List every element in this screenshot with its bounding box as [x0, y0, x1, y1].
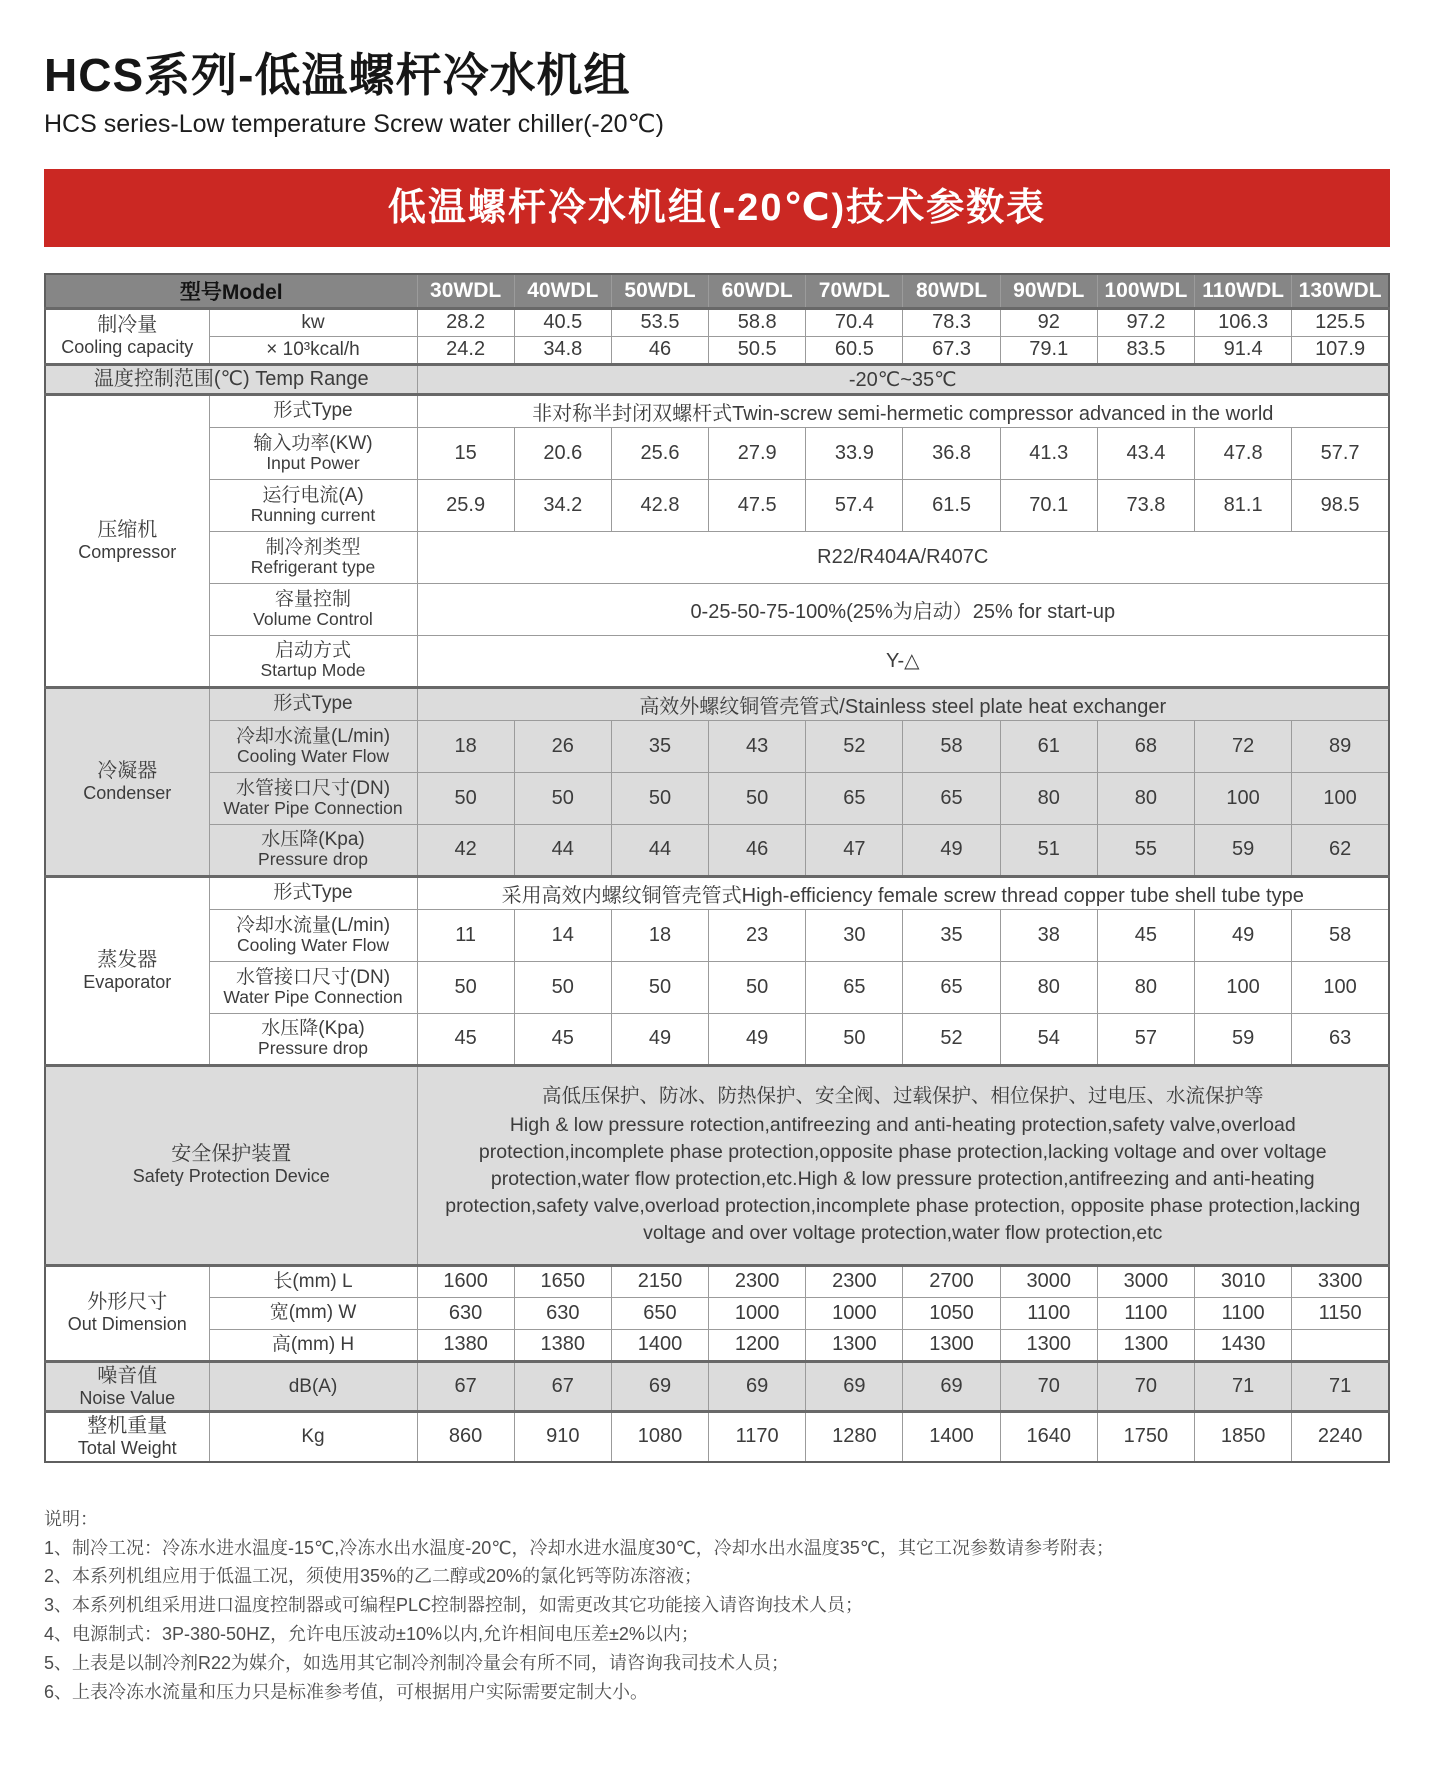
row-label-compressor-3 — [209, 531, 417, 583]
row-label-zh: 高(mm) H — [271, 1333, 355, 1355]
value-cell: 50 — [514, 772, 611, 824]
value-cell: 1400 — [903, 1412, 1000, 1462]
span-value-cell: 高效外螺纹铜管壳管式/Stainless steel plate heat exchanger — [417, 687, 1389, 720]
value-cell: 97.2 — [1097, 308, 1194, 336]
spec-table-head — [45, 274, 1389, 309]
safety-text-zh: 高低压保护、防冰、防热保护、安全阀、过载保护、相位保护、过电压、水流保护等 — [542, 1085, 1264, 1108]
value-cell — [1292, 1329, 1389, 1361]
value-cell: 50 — [806, 1013, 903, 1065]
value-cell: 1750 — [1097, 1412, 1194, 1462]
value-cell: 35 — [611, 720, 708, 772]
value-cell: 72 — [1195, 720, 1292, 772]
value-cell: 44 — [611, 824, 708, 876]
value-cell: 58 — [903, 720, 1000, 772]
value-cell: 49 — [1195, 909, 1292, 961]
section-label-condenser — [45, 687, 209, 876]
value-cell: 24.2 — [417, 336, 514, 364]
row-label-evaporator-1 — [209, 909, 417, 961]
value-cell: 1050 — [903, 1297, 1000, 1329]
section-label-en: Noise Value — [79, 1387, 176, 1408]
value-cell: 47 — [806, 824, 903, 876]
value-cell: 45 — [514, 1013, 611, 1065]
value-cell: 25.6 — [611, 427, 708, 479]
value-cell: 27.9 — [709, 427, 806, 479]
value-cell: 1150 — [1292, 1297, 1389, 1329]
value-cell: 650 — [611, 1297, 708, 1329]
model-header: 110WDL — [1195, 274, 1292, 309]
value-cell: 3000 — [1097, 1265, 1194, 1297]
value-cell: 45 — [417, 1013, 514, 1065]
row-label-condenser-3 — [209, 824, 417, 876]
row-label-weight-0 — [209, 1412, 417, 1462]
value-cell: 50 — [611, 961, 708, 1013]
model-header: 130WDL — [1292, 274, 1389, 309]
value-cell: 1170 — [709, 1412, 806, 1462]
row-label-zh: kw — [301, 311, 325, 333]
row-label-compressor-1 — [209, 427, 417, 479]
row-label-zh: 形式Type — [273, 400, 353, 422]
page-title: HCS系列-低温螺杆冷水机组 — [44, 49, 631, 101]
notes-heading: 说明： — [44, 1508, 98, 1529]
value-cell: 2240 — [1292, 1412, 1389, 1462]
section-label-en: Compressor — [78, 541, 177, 562]
span-value-cell: -20℃~35℃ — [417, 364, 1389, 394]
value-cell: 69 — [709, 1361, 806, 1412]
value-cell: 81.1 — [1195, 479, 1292, 531]
value-cell: 49 — [611, 1013, 708, 1065]
row-label-noise-0 — [209, 1361, 417, 1412]
value-cell: 100 — [1195, 772, 1292, 824]
value-cell: 100 — [1292, 772, 1389, 824]
section-label-en: Total Weight — [77, 1438, 177, 1459]
section-label-zh: 制冷量 — [97, 314, 158, 337]
model-header: 90WDL — [1000, 274, 1097, 309]
value-cell: 57.4 — [806, 479, 903, 531]
value-cell: 78.3 — [903, 308, 1000, 336]
value-cell: 2150 — [611, 1265, 708, 1297]
row-label-en: Running current — [250, 504, 376, 525]
value-cell: 36.8 — [903, 427, 1000, 479]
value-cell: 47.5 — [709, 479, 806, 531]
value-cell: 69 — [903, 1361, 1000, 1412]
row-label-compressor-5 — [209, 635, 417, 687]
model-header: 80WDL — [903, 274, 1000, 309]
value-cell: 89 — [1292, 720, 1389, 772]
value-cell: 1000 — [806, 1297, 903, 1329]
model-column-label: 型号Model — [45, 274, 417, 309]
row-label-zh: 容量控制 — [275, 588, 352, 610]
value-cell: 52 — [806, 720, 903, 772]
value-cell: 71 — [1195, 1361, 1292, 1412]
row-label-zh: 水压降(Kpa) — [261, 829, 365, 851]
value-cell: 70 — [1097, 1361, 1194, 1412]
row-label-zh: 制冷剂类型 — [265, 536, 361, 558]
row-label-zh: 运行电流(A) — [262, 484, 364, 506]
row-label-dims-0 — [209, 1265, 417, 1297]
value-cell: 73.8 — [1097, 479, 1194, 531]
value-cell: 67 — [417, 1361, 514, 1412]
value-cell: 40.5 — [514, 308, 611, 336]
value-cell: 50 — [709, 772, 806, 824]
value-cell: 67 — [514, 1361, 611, 1412]
model-header: 100WDL — [1097, 274, 1194, 309]
section-label-compressor — [45, 394, 209, 687]
value-cell: 43.4 — [1097, 427, 1194, 479]
row-label-zh: 长(mm) L — [273, 1270, 353, 1292]
row-label-en: Water Pipe Connection — [223, 986, 403, 1007]
row-label-zh: 水管接口尺寸(DN) — [235, 966, 391, 988]
row-label-en: Cooling Water Flow — [236, 934, 390, 955]
value-cell: 1380 — [417, 1329, 514, 1361]
value-cell: 1000 — [709, 1297, 806, 1329]
value-cell: 70.4 — [806, 308, 903, 336]
row-label-en: Startup Mode — [260, 660, 366, 681]
value-cell: 57.7 — [1292, 427, 1389, 479]
value-cell: 3010 — [1195, 1265, 1292, 1297]
row-label-en: Input Power — [266, 452, 360, 473]
row-label-cooling-1 — [209, 336, 417, 364]
safety-text-cell — [417, 1065, 1389, 1265]
row-label-en: Refrigerant type — [250, 556, 376, 577]
model-header: 40WDL — [514, 274, 611, 309]
value-cell: 80 — [1097, 772, 1194, 824]
value-cell: 65 — [903, 772, 1000, 824]
row-label-zh: 形式Type — [273, 693, 353, 715]
value-cell: 50 — [417, 772, 514, 824]
value-cell: 1850 — [1195, 1412, 1292, 1462]
row-label-zh: 形式Type — [273, 882, 353, 904]
model-header: 70WDL — [806, 274, 903, 309]
value-cell: 69 — [611, 1361, 708, 1412]
row-label-zh: 冷却水流量(L/min) — [235, 725, 391, 747]
row-label-zh: Kg — [301, 1426, 325, 1448]
value-cell: 1300 — [1097, 1329, 1194, 1361]
row-label-zh: 宽(mm) W — [269, 1302, 357, 1324]
value-cell: 2300 — [709, 1265, 806, 1297]
value-cell: 50 — [611, 772, 708, 824]
span-value-cell: R22/R404A/R407C — [417, 531, 1389, 583]
value-cell: 1380 — [514, 1329, 611, 1361]
row-label-evaporator-3 — [209, 1013, 417, 1065]
value-cell: 2300 — [806, 1265, 903, 1297]
value-cell: 61 — [1000, 720, 1097, 772]
section-label-cooling — [45, 308, 209, 364]
row-label-cooling-0 — [209, 308, 417, 336]
value-cell: 26 — [514, 720, 611, 772]
value-cell: 3300 — [1292, 1265, 1389, 1297]
row-label-compressor-2 — [209, 479, 417, 531]
section-label-zh: 冷凝器 — [97, 759, 158, 782]
value-cell: 1400 — [611, 1329, 708, 1361]
value-cell: 55 — [1097, 824, 1194, 876]
row-label-condenser-2 — [209, 772, 417, 824]
section-label-temp — [45, 364, 417, 394]
value-cell: 125.5 — [1292, 308, 1389, 336]
value-cell: 68 — [1097, 720, 1194, 772]
value-cell: 54 — [1000, 1013, 1097, 1065]
value-cell: 52 — [903, 1013, 1000, 1065]
value-cell: 1080 — [611, 1412, 708, 1462]
row-label-zh: 输入功率(KW) — [253, 432, 373, 454]
note-item: 4、电源制式：3P-380-50HZ，允许电压波动±10%以内,允许相间电压差±2%以内； — [44, 1623, 699, 1644]
section-label-dims — [45, 1265, 209, 1361]
value-cell: 80 — [1000, 772, 1097, 824]
value-cell: 50 — [514, 961, 611, 1013]
value-cell: 44 — [514, 824, 611, 876]
row-label-zh: × 10³kcal/h — [266, 338, 360, 360]
section-label-en: Safety Protection Device — [132, 1166, 330, 1187]
value-cell: 49 — [709, 1013, 806, 1065]
value-cell: 67.3 — [903, 336, 1000, 364]
note-item: 5、上表是以制冷剂R22为媒介，如选用其它制冷剂制冷量会有所不同，请咨询我司技术人员； — [44, 1652, 790, 1673]
value-cell: 98.5 — [1292, 479, 1389, 531]
row-label-evaporator-2 — [209, 961, 417, 1013]
value-cell: 860 — [417, 1412, 514, 1462]
row-label-evaporator-0 — [209, 876, 417, 909]
row-label-en: Water Pipe Connection — [223, 797, 403, 818]
value-cell: 1600 — [417, 1265, 514, 1297]
value-cell: 23 — [709, 909, 806, 961]
value-cell: 38 — [1000, 909, 1097, 961]
row-label-condenser-0 — [209, 687, 417, 720]
value-cell: 107.9 — [1292, 336, 1389, 364]
value-cell: 63 — [1292, 1013, 1389, 1065]
section-label-en: Cooling capacity — [61, 337, 194, 358]
value-cell: 80 — [1097, 961, 1194, 1013]
span-value-cell: 采用高效内螺纹铜管壳管式High-efficiency female screw thread copper tube shell tube type — [417, 876, 1389, 909]
value-cell: 83.5 — [1097, 336, 1194, 364]
value-cell: 1650 — [514, 1265, 611, 1297]
value-cell: 58 — [1292, 909, 1389, 961]
value-cell: 1430 — [1195, 1329, 1292, 1361]
value-cell: 46 — [709, 824, 806, 876]
value-cell: 1200 — [709, 1329, 806, 1361]
value-cell: 59 — [1195, 824, 1292, 876]
value-cell: 92 — [1000, 308, 1097, 336]
row-label-zh: 水管接口尺寸(DN) — [235, 777, 391, 799]
value-cell: 45 — [1097, 909, 1194, 961]
row-label-dims-1 — [209, 1297, 417, 1329]
value-cell: 100 — [1195, 961, 1292, 1013]
value-cell: 630 — [417, 1297, 514, 1329]
value-cell: 59 — [1195, 1013, 1292, 1065]
spec-table-body — [45, 308, 1389, 1462]
page-subtitle: HCS series-Low temperature Screw water chiller(-20℃) — [44, 109, 664, 138]
banner-title: 低温螺杆冷水机组(-20℃)技术参数表 — [387, 186, 1047, 229]
spec-table — [44, 273, 1390, 1463]
row-label-zh: 水压降(Kpa) — [261, 1018, 365, 1040]
value-cell: 79.1 — [1000, 336, 1097, 364]
model-header: 50WDL — [611, 274, 708, 309]
value-cell: 49 — [903, 824, 1000, 876]
row-label-en: Pressure drop — [258, 1038, 368, 1059]
value-cell: 70.1 — [1000, 479, 1097, 531]
section-label-evaporator — [45, 876, 209, 1065]
value-cell: 42 — [417, 824, 514, 876]
value-cell: 62 — [1292, 824, 1389, 876]
value-cell: 53.5 — [611, 308, 708, 336]
section-label-noise — [45, 1361, 209, 1412]
row-label-zh: 启动方式 — [275, 640, 352, 662]
value-cell: 1300 — [1000, 1329, 1097, 1361]
value-cell: 15 — [417, 427, 514, 479]
value-cell: 18 — [611, 909, 708, 961]
value-cell: 65 — [806, 961, 903, 1013]
value-cell: 80 — [1000, 961, 1097, 1013]
value-cell: 18 — [417, 720, 514, 772]
row-label-dims-2 — [209, 1329, 417, 1361]
section-label-safety — [45, 1065, 417, 1265]
span-value-cell: Y-△ — [417, 635, 1389, 687]
value-cell: 910 — [514, 1412, 611, 1462]
section-label-zh: 整机重量 — [87, 1415, 168, 1438]
span-value-cell: 非对称半封闭双螺杆式Twin-screw semi-hermetic compressor advanced in the world — [417, 394, 1389, 427]
value-cell: 630 — [514, 1297, 611, 1329]
value-cell: 34.8 — [514, 336, 611, 364]
row-label-en: Volume Control — [253, 608, 373, 629]
note-item: 6、上表冷冻水流量和压力只是标准参考值，可根据用户实际需要定制大小。 — [44, 1681, 649, 1702]
note-item: 2、本系列机组应用于低温工况，须使用35%的乙二醇或20%的氯化钙等防冻溶液； — [44, 1566, 703, 1587]
model-header: 60WDL — [709, 274, 806, 309]
value-cell: 65 — [903, 961, 1000, 1013]
value-cell: 43 — [709, 720, 806, 772]
section-label-zh: 蒸发器 — [97, 948, 158, 971]
red-banner — [44, 169, 1390, 247]
row-label-compressor-0 — [209, 394, 417, 427]
section-label-en: Evaporator — [83, 971, 172, 992]
value-cell: 57 — [1097, 1013, 1194, 1065]
section-label-zh: 压缩机 — [97, 518, 158, 541]
value-cell: 106.3 — [1195, 308, 1292, 336]
value-cell: 42.8 — [611, 479, 708, 531]
model-header: 30WDL — [417, 274, 514, 309]
value-cell: 51 — [1000, 824, 1097, 876]
value-cell: 1100 — [1097, 1297, 1194, 1329]
value-cell: 50.5 — [709, 336, 806, 364]
value-cell: 28.2 — [417, 308, 514, 336]
safety-text-en: High & low pressure rotection,antifreezing and anti-heating protection,safety valve,overload protection,incomplete phase protection,opposite phase protection,lacking voltage and over voltage protection,water flow protection,etc.High & low pressure protection,antifreezing and anti-heating protection,safety valve,overload protection,incomplete phase protection, opposite phase protection,lacking voltage and over voltage protection,water flow protection,etc — [445, 1114, 1361, 1244]
value-cell: 35 — [903, 909, 1000, 961]
row-label-zh: 冷却水流量(L/min) — [235, 914, 391, 936]
section-label-zh: 安全保护装置 — [171, 1143, 292, 1166]
value-cell: 34.2 — [514, 479, 611, 531]
value-cell: 58.8 — [709, 308, 806, 336]
value-cell: 25.9 — [417, 479, 514, 531]
value-cell: 20.6 — [514, 427, 611, 479]
value-cell: 1300 — [903, 1329, 1000, 1361]
value-cell: 47.8 — [1195, 427, 1292, 479]
value-cell: 1300 — [806, 1329, 903, 1361]
value-cell: 50 — [709, 961, 806, 1013]
value-cell: 91.4 — [1195, 336, 1292, 364]
note-item: 3、本系列机组采用进口温度控制器或可编程PLC控制器控制，如需更改其它功能接入请咨询技术人员； — [44, 1595, 864, 1616]
value-cell: 100 — [1292, 961, 1389, 1013]
section-label-text: 温度控制范围(℃) Temp Range — [93, 368, 369, 391]
section-label-zh: 噪音值 — [97, 1364, 158, 1387]
row-label-compressor-4 — [209, 583, 417, 635]
value-cell: 60.5 — [806, 336, 903, 364]
span-value-cell: 0-25-50-75-100%(25%为启动）25% for start-up — [417, 583, 1389, 635]
row-label-condenser-1 — [209, 720, 417, 772]
row-label-en: Cooling Water Flow — [236, 745, 390, 766]
note-item: 1、制冷工况：冷冻水进水温度-15℃,冷冻水出水温度-20℃，冷却水进水温度30℃，冷却水出水温度35℃，其它工况参数请参考附表； — [44, 1537, 1114, 1558]
value-cell: 65 — [806, 772, 903, 824]
value-cell: 3000 — [1000, 1265, 1097, 1297]
value-cell: 11 — [417, 909, 514, 961]
value-cell: 1280 — [806, 1412, 903, 1462]
value-cell: 1640 — [1000, 1412, 1097, 1462]
value-cell: 2700 — [903, 1265, 1000, 1297]
value-cell: 33.9 — [806, 427, 903, 479]
value-cell: 1100 — [1000, 1297, 1097, 1329]
value-cell: 50 — [417, 961, 514, 1013]
section-label-en: Condenser — [83, 782, 172, 803]
value-cell: 46 — [611, 336, 708, 364]
section-label-weight — [45, 1412, 209, 1462]
value-cell: 14 — [514, 909, 611, 961]
section-label-zh: 外形尺寸 — [87, 1291, 168, 1314]
value-cell: 41.3 — [1000, 427, 1097, 479]
row-label-zh: dB(A) — [288, 1375, 338, 1397]
value-cell: 70 — [1000, 1361, 1097, 1412]
value-cell: 1100 — [1195, 1297, 1292, 1329]
value-cell: 69 — [806, 1361, 903, 1412]
value-cell: 30 — [806, 909, 903, 961]
value-cell: 71 — [1292, 1361, 1389, 1412]
section-label-en: Out Dimension — [67, 1314, 187, 1335]
notes-block — [44, 1505, 1390, 1707]
row-label-en: Pressure drop — [258, 849, 368, 870]
value-cell: 61.5 — [903, 479, 1000, 531]
